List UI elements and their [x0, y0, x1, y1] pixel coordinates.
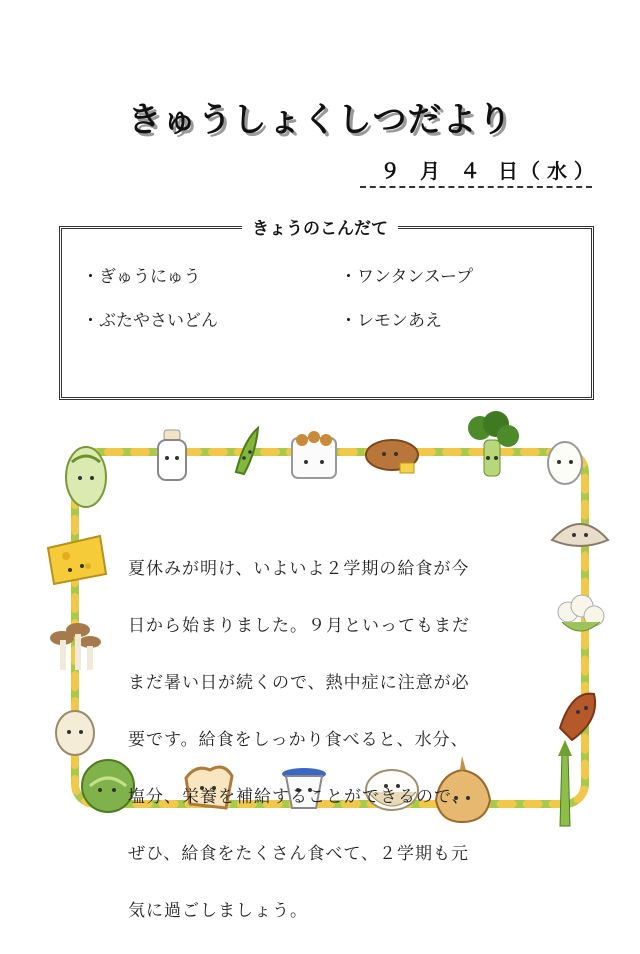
bread-roll-icon [366, 440, 418, 473]
date-weekday: （ 水 ） [520, 159, 594, 183]
date-day-unit: 日 [498, 159, 518, 183]
cauliflower-icon [558, 595, 604, 631]
message-line: 塩分、栄養を補給することができるので、 [128, 786, 470, 807]
natto-icon [292, 431, 336, 478]
message-line: 日から始まりました。９月といってもまだ [128, 615, 470, 636]
broccoli-icon [468, 411, 519, 476]
page-title: きゅうしょくしつだより [127, 100, 513, 140]
menu-item-wonton-soup: ・ワンタンスープ [340, 267, 474, 287]
menu-item-pork-veg-bowl: ・ぶたやさいどん [82, 311, 218, 331]
message-text [128, 526, 520, 954]
message-line: まだ暑い日が続くので、熱中症に注意が必 [128, 672, 470, 693]
date-month: ９ [380, 159, 400, 183]
menu-item-milk: ・ぎゅうにゅう [82, 267, 201, 287]
cheese-icon [48, 536, 106, 584]
shimeji-mushroom-icon [50, 623, 101, 670]
lettuce-icon [82, 760, 134, 812]
asparagus-icon [558, 740, 572, 826]
date-day: ４ [460, 159, 480, 183]
message-line: 夏休みが明け、いよいよ２学期の給食が今 [128, 558, 470, 579]
message-line: 気に過ごしましょう。 [128, 900, 308, 921]
menu-item-lemon-aemono: ・レモンあえ [340, 311, 442, 331]
cabbage-icon [66, 447, 106, 507]
message-line: 要です。給食をしっかり食べると、水分、 [128, 729, 469, 750]
message-line: ぜひ、給食をたくさん食べて、２学期も元 [128, 843, 469, 864]
sausage-icon [560, 694, 595, 740]
date-month-unit: 月 [420, 159, 440, 183]
clam-icon [552, 524, 608, 546]
milk-bottle-icon [158, 430, 186, 480]
potato-icon [56, 711, 94, 755]
egg-icon [548, 442, 582, 484]
menu-title-text: きょうのこんだて [242, 219, 398, 239]
